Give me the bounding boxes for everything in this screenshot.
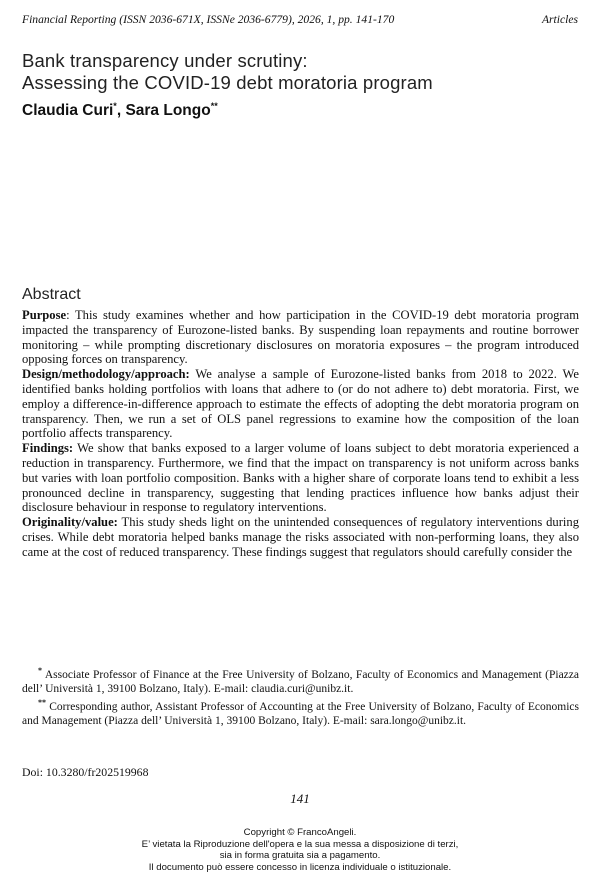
abstract-heading: Abstract [22, 286, 81, 303]
abstract-purpose-text: : This study examines whether and how participation in the COVID-19 debt moratoria program impacted the transparency of Eurozone-listed banks. By suspending loan repayments and routine borrower monitoring – while prompting discretionary disclosures on moratoria exposures – the program introduced opposing forces on transparency. [22, 308, 579, 367]
section-label: Articles [541, 13, 578, 26]
article-title [22, 50, 582, 94]
copyright-line: sia in forma gratuita sia a pagamento. [219, 850, 381, 862]
abstract-originality-label: Originality/value: [22, 515, 118, 530]
abstract-findings-label: Findings: [22, 441, 74, 456]
abstract-body [22, 308, 579, 560]
footnote-marker: ** [210, 101, 218, 111]
title-line-1: Bank transparency under scrutiny: [22, 50, 308, 71]
footnote-2 [22, 696, 579, 728]
abstract-originality-text: This study sheds light on the unintended consequences of regulatory interventions during crises. While debt moratoria helped banks manage the risks associated with non-performing loans, they also came at the cost of reduced transparency. These findings suggest that regulators should carefully consider the [22, 515, 579, 559]
author-name: Sara Longo [125, 102, 211, 119]
footnote-1 [22, 664, 579, 696]
abstract-design [22, 367, 579, 441]
footnote-text: Associate Professor of Finance at the Free University of Bolzano, Faculty of Economics and Management (Piazza dell’ Università 1, 39100 Bolzano, Italy). E-mail: claudia.curi@unibz.it. [22, 669, 579, 695]
footnotes [22, 664, 579, 728]
author-list [22, 101, 218, 120]
footnote-text: Corresponding author, Assistant Professor of Accounting at the Free University of Bolzano, Faculty of Economics and Management (Piazza dell’ Università 1, 39100 Bolzano, Italy). E-mail: sara.longo@unibz.it. [22, 701, 579, 727]
abstract-findings-text: We show that banks exposed to a larger volume of loans subject to debt moratoria experienced a reduction in transparency. Furthermore, we find that the impact on transparency is not uniform across banks but varies with loan portfolio composition. Banks with a higher share of corporate loans tend to exhibit a less pronounced decline in transparency, suggesting that lending practices influence how banks adjust their disclosure behaviour in response to regulatory interventions. [22, 441, 579, 515]
abstract-originality [22, 515, 579, 559]
abstract-design-text: We analyse a sample of Eurozone-listed banks from 2018 to 2022. We identified banks holding portfolios with loans that adhere to (or do not adhere to) debt moratoria. First, we employ a difference-in-difference approach to estimate the effects of adopting the debt moratoria program on transparency. Then, we run a set of OLS panel regressions to examine how the composition of the loan portfolio affects transparency. [22, 367, 579, 441]
running-header [22, 13, 578, 29]
footnote-marker: * [113, 101, 117, 111]
footnote-marker: ** [38, 698, 46, 708]
doi: Doi: 10.3280/fr202519968 [22, 765, 149, 779]
author-name: Claudia Curi [22, 102, 114, 119]
footnote-marker: * [38, 666, 42, 675]
page-number: 141 [290, 791, 310, 806]
author-separator: , [116, 102, 126, 119]
copyright-line: Copyright © FrancoAngeli. [243, 827, 357, 838]
abstract-purpose [22, 308, 579, 367]
copyright-line: E’ vietata la Riproduzione dell'opera e la sua messa a disposizione di terzi, [141, 838, 459, 850]
copyright-line: Il documento può essere concesso in licenza individuale o istituzionale. [148, 861, 452, 873]
title-line-2: Assessing the COVID-19 debt moratoria program [22, 72, 433, 93]
journal-citation: Financial Reporting (ISSN 2036-671X, ISSNe 2036-6779), 2026, 1, pp. 141-170 [22, 13, 395, 26]
copyright-notice [0, 827, 600, 873]
abstract-findings [22, 441, 579, 515]
abstract-purpose-label: Purpose [22, 308, 67, 322]
abstract-design-label: Design/methodology/approach: [22, 367, 190, 382]
